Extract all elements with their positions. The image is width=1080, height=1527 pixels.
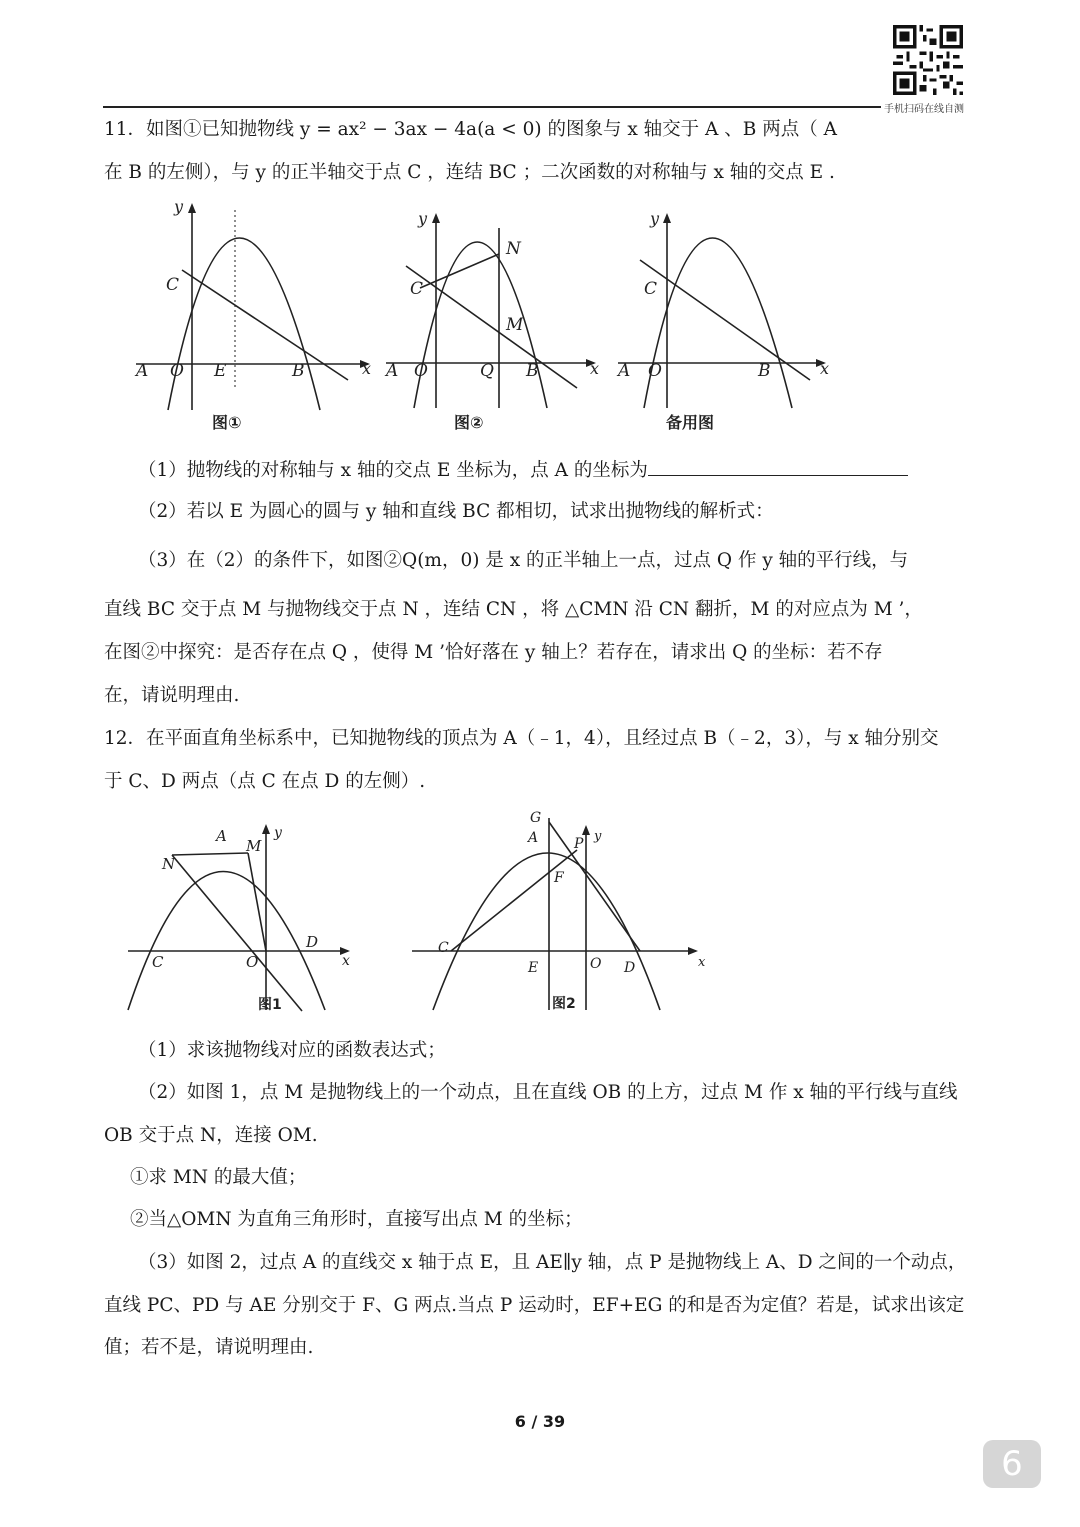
point-f-label: F bbox=[554, 870, 564, 886]
point-c-label: C bbox=[152, 953, 164, 971]
point-c-label: C bbox=[438, 940, 449, 956]
q12-part2-line2: OB 交于点 N，连接 OM. bbox=[104, 1125, 318, 1146]
x-axis-label: x bbox=[698, 955, 706, 970]
q12-part2-sub1: ①求 MN 的最大值； bbox=[130, 1167, 307, 1188]
figure-caption: 备用图 bbox=[666, 413, 715, 432]
point-a-label: A bbox=[386, 361, 399, 381]
q12-part3-line3: 值；若不是，请说明理由. bbox=[104, 1337, 314, 1358]
point-e-label: E bbox=[528, 960, 539, 976]
q11-part2: （2）若以 E 为圆心的圆与 y 轴和直线 BC 都相切，试求出抛物线的解析式： bbox=[138, 501, 774, 522]
point-b-label: B bbox=[758, 361, 771, 381]
x-axis-label: x bbox=[362, 359, 372, 378]
point-a-label: A bbox=[216, 827, 227, 845]
point-n-label: N bbox=[506, 239, 521, 259]
q11-stem-line2: 在 B 的左侧），与 y 的正半轴交于点 C ，连结 BC ；二次函数的对称轴与 x 轴的交点 E . bbox=[104, 162, 835, 183]
point-b-label: B bbox=[526, 361, 539, 381]
q12-part2-sub2: ②当△OMN 为直角三角形时，直接写出点 M 的坐标； bbox=[130, 1209, 583, 1230]
page-number: 6 / 39 bbox=[514, 1412, 566, 1431]
qr-code bbox=[893, 25, 963, 95]
point-a-label: A bbox=[618, 361, 631, 381]
q12-part1: （1）求该抛物线对应的函数表达式； bbox=[138, 1040, 446, 1061]
point-a-label: A bbox=[528, 830, 539, 846]
q11-figure-1 bbox=[130, 198, 380, 438]
point-e-label: E bbox=[214, 361, 227, 381]
point-n-label: N bbox=[162, 855, 176, 873]
header-rule bbox=[103, 106, 881, 108]
point-b-label: B bbox=[292, 361, 305, 381]
q12-stem-line2: 于 C、D 两点（点 C 在点 D 的左侧）. bbox=[104, 771, 426, 792]
x-axis-label: x bbox=[590, 359, 600, 378]
q12-part3-line1: （3）如图 2，过点 A 的直线交 x 轴于点 E，且 AE∥y 轴，点 P 是抛物线上 A、D 之间的一个动点， bbox=[138, 1252, 967, 1273]
point-c-label: C bbox=[410, 279, 424, 299]
point-o-label: O bbox=[246, 953, 259, 971]
point-c-label: C bbox=[166, 275, 180, 295]
point-o-label: O bbox=[414, 361, 428, 381]
point-o-label: O bbox=[590, 956, 602, 972]
point-d-label: D bbox=[306, 933, 319, 951]
point-o-label: O bbox=[648, 361, 662, 381]
point-d-label: D bbox=[624, 960, 636, 976]
y-axis-label: y bbox=[650, 209, 660, 228]
y-axis-label: y bbox=[274, 825, 282, 841]
point-m-label: M bbox=[246, 837, 262, 855]
figure-caption: 图2 bbox=[552, 996, 576, 1012]
point-o-label: O bbox=[170, 361, 184, 381]
point-m-label: M bbox=[506, 315, 524, 335]
q11-figure-2 bbox=[382, 208, 617, 438]
q12-figure-1 bbox=[120, 815, 370, 1020]
qr-caption: 手机扫码在线自测 bbox=[884, 104, 964, 115]
y-axis-label: y bbox=[418, 209, 428, 228]
answer-blank[interactable] bbox=[648, 457, 908, 476]
q11-part1-text: （1）抛物线的对称轴与 x 轴的交点 E 坐标为，点 A 的坐标为 bbox=[138, 460, 648, 481]
x-axis-label: x bbox=[342, 953, 350, 969]
y-axis-label: y bbox=[594, 829, 602, 844]
q11-part3-line4: 在，请说明理由. bbox=[104, 685, 240, 706]
point-a-label: A bbox=[136, 361, 149, 381]
point-q-label: Q bbox=[480, 361, 494, 381]
y-axis-label: y bbox=[174, 197, 184, 216]
q11-part1 bbox=[138, 457, 908, 483]
q11-part3-line3: 在图②中探究：是否存在点 Q ，使得 M ’恰好落在 y 轴上？若存在，请求出 Q 的坐标：若不存 bbox=[104, 642, 883, 663]
q12-part3-line2: 直线 PC、PD 与 AE 分别交于 F、G 两点.当点 P 运动时，EF+EG 的和是否为定值？若是，试求出该定 bbox=[104, 1295, 965, 1316]
q12-part2-line1: （2）如图 1，点 M 是抛物线上的一个动点，且在直线 OB 的上方，过点 M 作 x 轴的平行线与直线 bbox=[138, 1082, 958, 1103]
point-p-label: P bbox=[574, 836, 584, 852]
q12-stem-line1: 12．在平面直角坐标系中，已知抛物线的顶点为 A（﹣1，4），且经过点 B（﹣2，3），与 x 轴分别交 bbox=[104, 728, 939, 749]
q11-figure-spare bbox=[614, 208, 839, 438]
point-g-label: G bbox=[530, 810, 542, 826]
q11-stem-line1: 11．如图①已知抛物线 y = ax² − 3ax − 4a(a < 0) 的图象与 x 轴交于 A 、B 两点（ A bbox=[104, 119, 837, 140]
figure-caption: 图1 bbox=[258, 997, 282, 1013]
page-badge[interactable]: 6 bbox=[983, 1440, 1041, 1488]
q12-figure-2 bbox=[408, 808, 718, 1020]
figure-caption: 图② bbox=[454, 413, 484, 432]
q11-part3-line1: （3）在（2）的条件下，如图②Q(m，0) 是 x 的正半轴上一点，过点 Q 作 y 轴的平行线，与 bbox=[138, 550, 909, 571]
q11-part3-line2: 直线 BC 交于点 M 与抛物线交于点 N ，连结 CN ，将 △CMN 沿 CN 翻折，M 的对应点为 M ’， bbox=[104, 599, 923, 620]
point-c-label: C bbox=[644, 279, 658, 299]
x-axis-label: x bbox=[820, 359, 830, 378]
figure-caption: 图① bbox=[212, 413, 242, 432]
